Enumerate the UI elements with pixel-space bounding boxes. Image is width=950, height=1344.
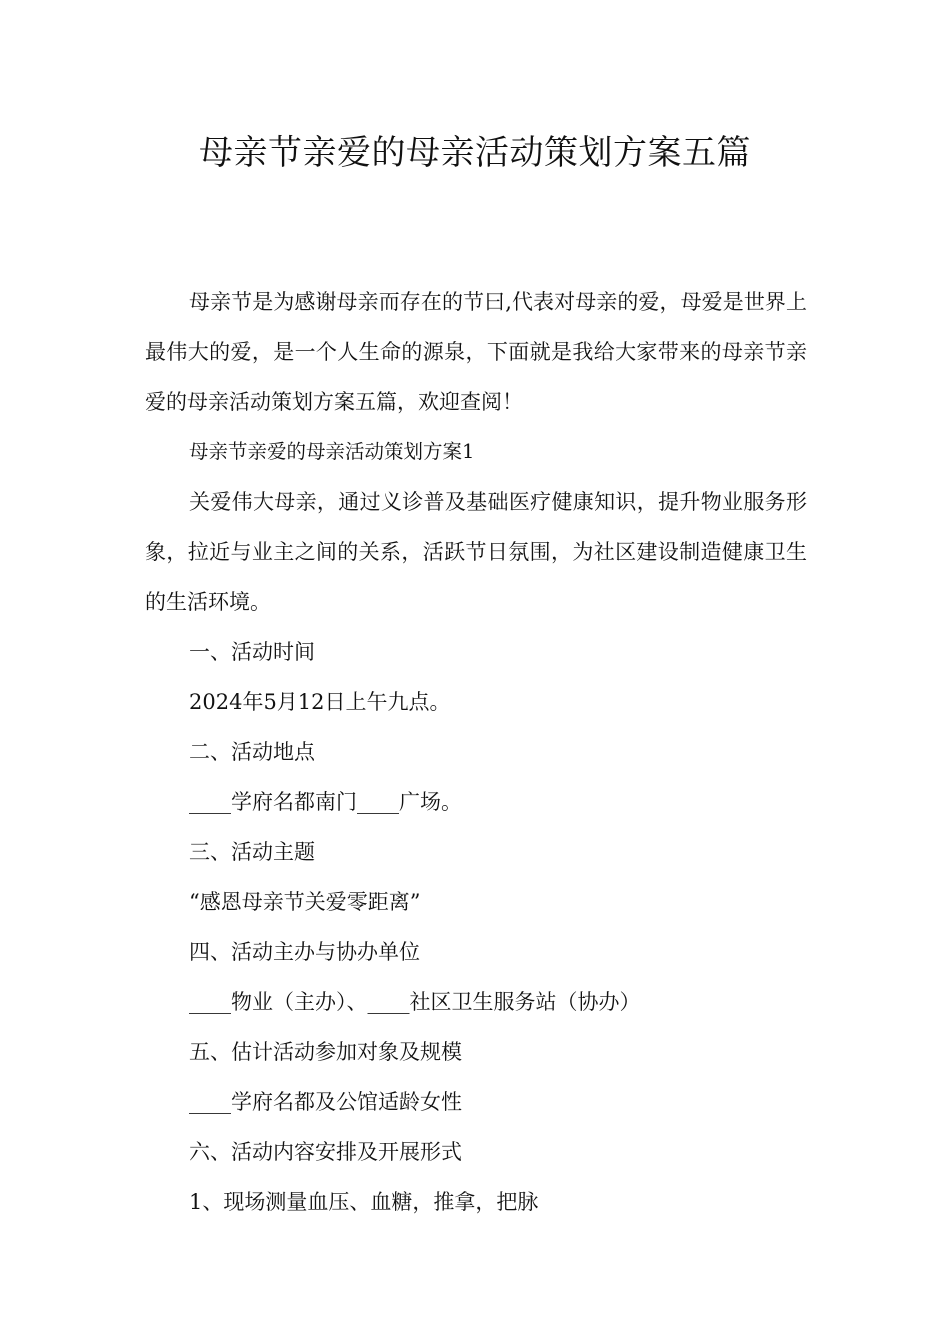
participants-value: ____学府名都及公馆适龄女性 [189, 1090, 462, 1114]
heading-activity-theme: 三、活动主题 [189, 840, 315, 864]
activity-time-value: 2024年5月12日上午九点。 [189, 690, 451, 714]
document-title: 母亲节亲爱的母亲活动策划方案五篇 [199, 133, 751, 173]
section-heading-plan-1: 母亲节亲爱的母亲活动策划方案1 [189, 440, 475, 463]
heading-organizers: 四、活动主办与协办单位 [189, 940, 420, 964]
heading-activity-time: 一、活动时间 [189, 640, 315, 664]
heading-activity-location: 二、活动地点 [189, 740, 315, 764]
intro-paragraph: 母亲节是为感谢母亲而存在的节曰,代表对母亲的爱，母爱是世界上最伟大的爱，是一个人生命的源泉，下面就是我给大家带来的母亲节亲爱的母亲活动策划方案五篇，欢迎查阅！ [145, 290, 807, 414]
document-body [145, 277, 807, 1227]
activity-theme-value: “感恩母亲节关爱零距离” [189, 890, 421, 914]
organizers-value: ____物业（主办）、____社区卫生服务站（协办） [189, 990, 641, 1014]
plan-1-purpose-paragraph: 关爱伟大母亲，通过义诊普及基础医疗健康知识，提升物业服务形象，拉近与业主之间的关系，活跃节日氛围，为社区建设制造健康卫生的生活环境。 [145, 490, 807, 614]
heading-activity-content: 六、活动内容安排及开展形式 [189, 1140, 462, 1164]
heading-participants: 五、估计活动参加对象及规模 [189, 1040, 462, 1064]
activity-content-item-1: 1、现场测量血压、血糖，推拿，把脉 [189, 1190, 539, 1214]
activity-location-value: ____学府名都南门____广场。 [189, 790, 462, 814]
